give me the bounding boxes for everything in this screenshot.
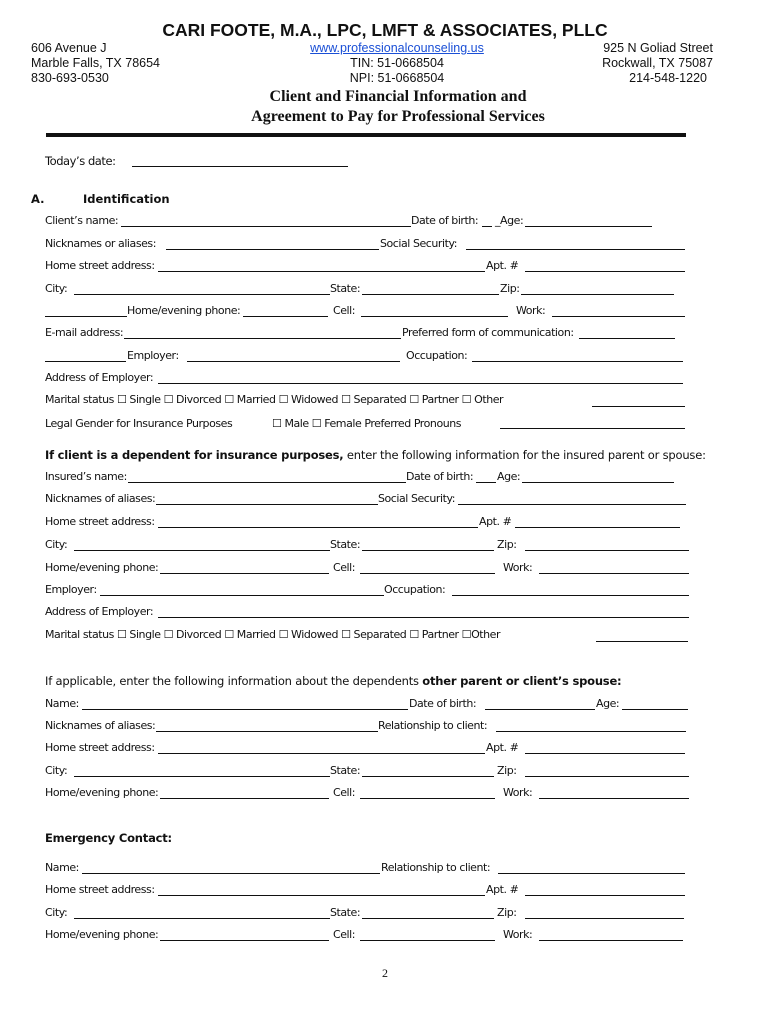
insured-apt-field[interactable] <box>515 527 680 528</box>
preferred-pronouns-field[interactable] <box>500 428 685 429</box>
website-link[interactable]: www.professionalcounseling.us <box>310 41 484 55</box>
other-parent-address-field[interactable] <box>158 753 485 754</box>
client-employer-field[interactable] <box>187 361 400 362</box>
client-ssn-label: Social Security: <box>380 237 457 250</box>
insured-dob-label: Date of birth: <box>406 470 474 483</box>
section-a-title: Identification <box>83 192 170 206</box>
emergency-address-field[interactable] <box>158 895 485 896</box>
client-apt-field[interactable] <box>525 271 685 272</box>
other-parent-cell-label: Cell: <box>333 786 356 799</box>
form-title-line-2: Agreement to Pay for Professional Services <box>251 108 545 125</box>
client-email-label: E-mail address: <box>45 326 124 339</box>
insured-state-label: State: <box>330 538 361 551</box>
client-employer-label: Employer: <box>127 349 179 362</box>
client-work-field[interactable] <box>552 316 685 317</box>
other-parent-home-phone-label: Home/evening phone: <box>45 786 159 799</box>
other-parent-intro-bold: other parent or client’s spouse: <box>422 674 622 688</box>
right-phone: 214-548-1220 <box>629 71 707 85</box>
client-phone-prefix-field[interactable] <box>45 316 127 317</box>
insured-name-field[interactable] <box>128 482 406 483</box>
emergency-state-field[interactable] <box>362 918 494 919</box>
section-a-letter: A. <box>31 192 45 206</box>
client-marital-status[interactable]: Marital status ☐ Single ☐ Divorced ☐ Married ☐ Widowed ☐ Separated ☐ Partner ☐ Other <box>45 393 504 406</box>
client-state-field[interactable] <box>362 294 499 295</box>
insured-name-label: Insured’s name: <box>45 470 127 483</box>
client-name-field[interactable] <box>121 226 411 227</box>
emergency-zip-label: Zip: <box>497 906 517 919</box>
left-phone: 830-693-0530 <box>31 71 109 85</box>
preferred-comm-field[interactable] <box>579 338 675 339</box>
insured-age-label: Age: <box>497 470 521 483</box>
emergency-apt-field[interactable] <box>525 895 685 896</box>
other-parent-home-phone-field[interactable] <box>160 798 329 799</box>
other-parent-cell-field[interactable] <box>360 798 495 799</box>
client-occupation-label: Occupation: <box>406 349 468 362</box>
insured-ssn-label: Social Security: <box>378 492 455 505</box>
legal-gender-options[interactable]: ☐ Male ☐ Female Preferred Pronouns <box>272 417 462 430</box>
insured-employer-label: Employer: <box>45 583 97 596</box>
insured-ssn-field[interactable] <box>458 504 686 505</box>
insured-occupation-label: Occupation: <box>384 583 446 596</box>
preferred-comm-label: Preferred form of communication: <box>402 326 574 339</box>
form-title-line-1: Client and Financial Information and <box>269 88 527 105</box>
client-age-field[interactable] <box>525 226 652 227</box>
emergency-relationship-label: Relationship to client: <box>381 861 491 874</box>
client-ssn-field[interactable] <box>466 249 685 250</box>
client-address-label: Home street address: <box>45 259 155 272</box>
emergency-relationship-field[interactable] <box>498 873 685 874</box>
client-apt-label: Apt. # <box>486 259 519 272</box>
other-parent-city-field[interactable] <box>74 776 330 777</box>
insured-city-label: City: <box>45 538 68 551</box>
emergency-contact-title: Emergency Contact: <box>45 831 172 845</box>
emergency-cell-label: Cell: <box>333 928 356 941</box>
insured-apt-label: Apt. # <box>479 515 512 528</box>
other-parent-apt-label: Apt. # <box>486 741 519 754</box>
other-parent-dob-field[interactable] <box>485 709 595 710</box>
todays-date-field[interactable] <box>132 166 348 167</box>
insured-employer-address-label: Address of Employer: <box>45 605 154 618</box>
emergency-apt-label: Apt. # <box>486 883 519 896</box>
other-parent-name-label: Name: <box>45 697 79 710</box>
insured-marital-status[interactable]: Marital status ☐ Single ☐ Divorced ☐ Married ☐ Widowed ☐ Separated ☐ Partner ☐Other <box>45 628 501 641</box>
other-parent-relationship-field[interactable] <box>496 731 686 732</box>
insured-work-label: Work: <box>503 561 533 574</box>
tin-number: TIN: 51-0668504 <box>350 56 444 70</box>
client-occupation-field[interactable] <box>472 361 683 362</box>
insured-nicknames-label: Nicknames of aliases: <box>45 492 156 505</box>
client-work-label: Work: <box>516 304 546 317</box>
other-parent-work-label: Work: <box>503 786 533 799</box>
insured-occupation-field[interactable] <box>452 595 689 596</box>
left-address-line-1: 606 Avenue J <box>31 41 107 55</box>
client-email-field[interactable] <box>124 338 401 339</box>
other-parent-intro-rest: If applicable, enter the following information about the dependents <box>45 674 423 688</box>
client-marital-other-field[interactable] <box>592 406 685 407</box>
client-state-label: State: <box>330 282 361 295</box>
client-dob-field[interactable] <box>482 226 492 227</box>
insured-marital-other-field[interactable] <box>596 641 688 642</box>
emergency-name-label: Name: <box>45 861 79 874</box>
other-parent-age-field[interactable] <box>622 709 688 710</box>
insured-cell-field[interactable] <box>360 573 495 574</box>
emergency-home-phone-label: Home/evening phone: <box>45 928 159 941</box>
emergency-cell-field[interactable] <box>360 940 495 941</box>
client-employer-address-field[interactable] <box>158 383 683 384</box>
emergency-work-label: Work: <box>503 928 533 941</box>
emergency-city-field[interactable] <box>74 918 330 919</box>
client-cell-field[interactable] <box>361 316 508 317</box>
firm-name: CARI FOOTE, M.A., LPC, LMFT & ASSOCIATES, PLLC <box>162 20 608 40</box>
npi-number: NPI: 51-0668504 <box>349 71 445 85</box>
other-parent-work-field[interactable] <box>539 798 689 799</box>
emergency-zip-field[interactable] <box>525 918 684 919</box>
insured-nicknames-field[interactable] <box>156 504 378 505</box>
insured-employer-address-field[interactable] <box>158 617 689 618</box>
other-parent-relationship-label: Relationship to client: <box>378 719 488 732</box>
dependent-intro-bold: If client is a dependent for insurance purposes, <box>45 448 344 462</box>
emergency-name-field[interactable] <box>82 873 380 874</box>
client-zip-field[interactable] <box>521 294 674 295</box>
client-dob-label: Date of birth: <box>411 214 479 227</box>
insured-work-field[interactable] <box>539 573 689 574</box>
dependent-intro <box>45 448 706 462</box>
insured-zip-field[interactable] <box>525 550 689 551</box>
other-parent-city-label: City: <box>45 764 68 777</box>
page-number: 2 <box>382 966 388 980</box>
client-employer-prefix-field[interactable] <box>45 361 126 362</box>
other-parent-dob-label: Date of birth: <box>409 697 477 710</box>
other-parent-state-field[interactable] <box>362 776 494 777</box>
insured-dob-field[interactable] <box>476 482 496 483</box>
insured-employer-field[interactable] <box>100 595 384 596</box>
insured-zip-label: Zip: <box>497 538 517 551</box>
emergency-home-phone-field[interactable] <box>160 940 329 941</box>
emergency-state-label: State: <box>330 906 361 919</box>
todays-date-label: Today’s date: <box>45 154 116 168</box>
other-parent-state-label: State: <box>330 764 361 777</box>
insured-address-field[interactable] <box>158 527 478 528</box>
right-address-line-1: 925 N Goliad Street <box>603 41 713 55</box>
header-rule <box>46 133 686 137</box>
client-cell-label: Cell: <box>333 304 356 317</box>
client-employer-address-label: Address of Employer: <box>45 371 154 384</box>
right-address-line-2: Rockwall, TX 75087 <box>602 56 713 70</box>
client-nicknames-label: Nicknames or aliases: <box>45 237 156 250</box>
other-parent-apt-field[interactable] <box>525 753 685 754</box>
emergency-city-label: City: <box>45 906 68 919</box>
other-parent-address-label: Home street address: <box>45 741 155 754</box>
insured-city-field[interactable] <box>74 550 330 551</box>
emergency-work-field[interactable] <box>539 940 683 941</box>
client-zip-label: Zip: <box>500 282 520 295</box>
insured-address-label: Home street address: <box>45 515 155 528</box>
client-city-label: City: <box>45 282 68 295</box>
client-nicknames-field[interactable] <box>166 249 379 250</box>
emergency-address-label: Home street address: <box>45 883 155 896</box>
client-address-field[interactable] <box>158 271 485 272</box>
client-city-field[interactable] <box>74 294 330 295</box>
insured-state-field[interactable] <box>362 550 494 551</box>
other-parent-name-field[interactable] <box>82 709 408 710</box>
legal-gender-label: Legal Gender for Insurance Purposes <box>45 417 233 430</box>
other-parent-age-label: Age: <box>596 697 620 710</box>
other-parent-nicknames-label: Nicknames of aliases: <box>45 719 156 732</box>
insured-age-field[interactable] <box>522 482 674 483</box>
insured-home-phone-label: Home/evening phone: <box>45 561 159 574</box>
client-home-phone-label: Home/evening phone: <box>127 304 241 317</box>
left-address-line-2: Marble Falls, TX 78654 <box>31 56 160 70</box>
client-home-phone-field[interactable] <box>243 316 328 317</box>
client-name-label: Client’s name: <box>45 214 119 227</box>
other-parent-intro <box>45 674 621 688</box>
other-parent-zip-label: Zip: <box>497 764 517 777</box>
dependent-intro-rest: enter the following information for the insured parent or spouse: <box>343 448 706 462</box>
other-parent-nicknames-field[interactable] <box>156 731 378 732</box>
insured-home-phone-field[interactable] <box>160 573 329 574</box>
client-age-label: _Age: <box>495 214 524 227</box>
insured-cell-label: Cell: <box>333 561 356 574</box>
other-parent-zip-field[interactable] <box>525 776 689 777</box>
